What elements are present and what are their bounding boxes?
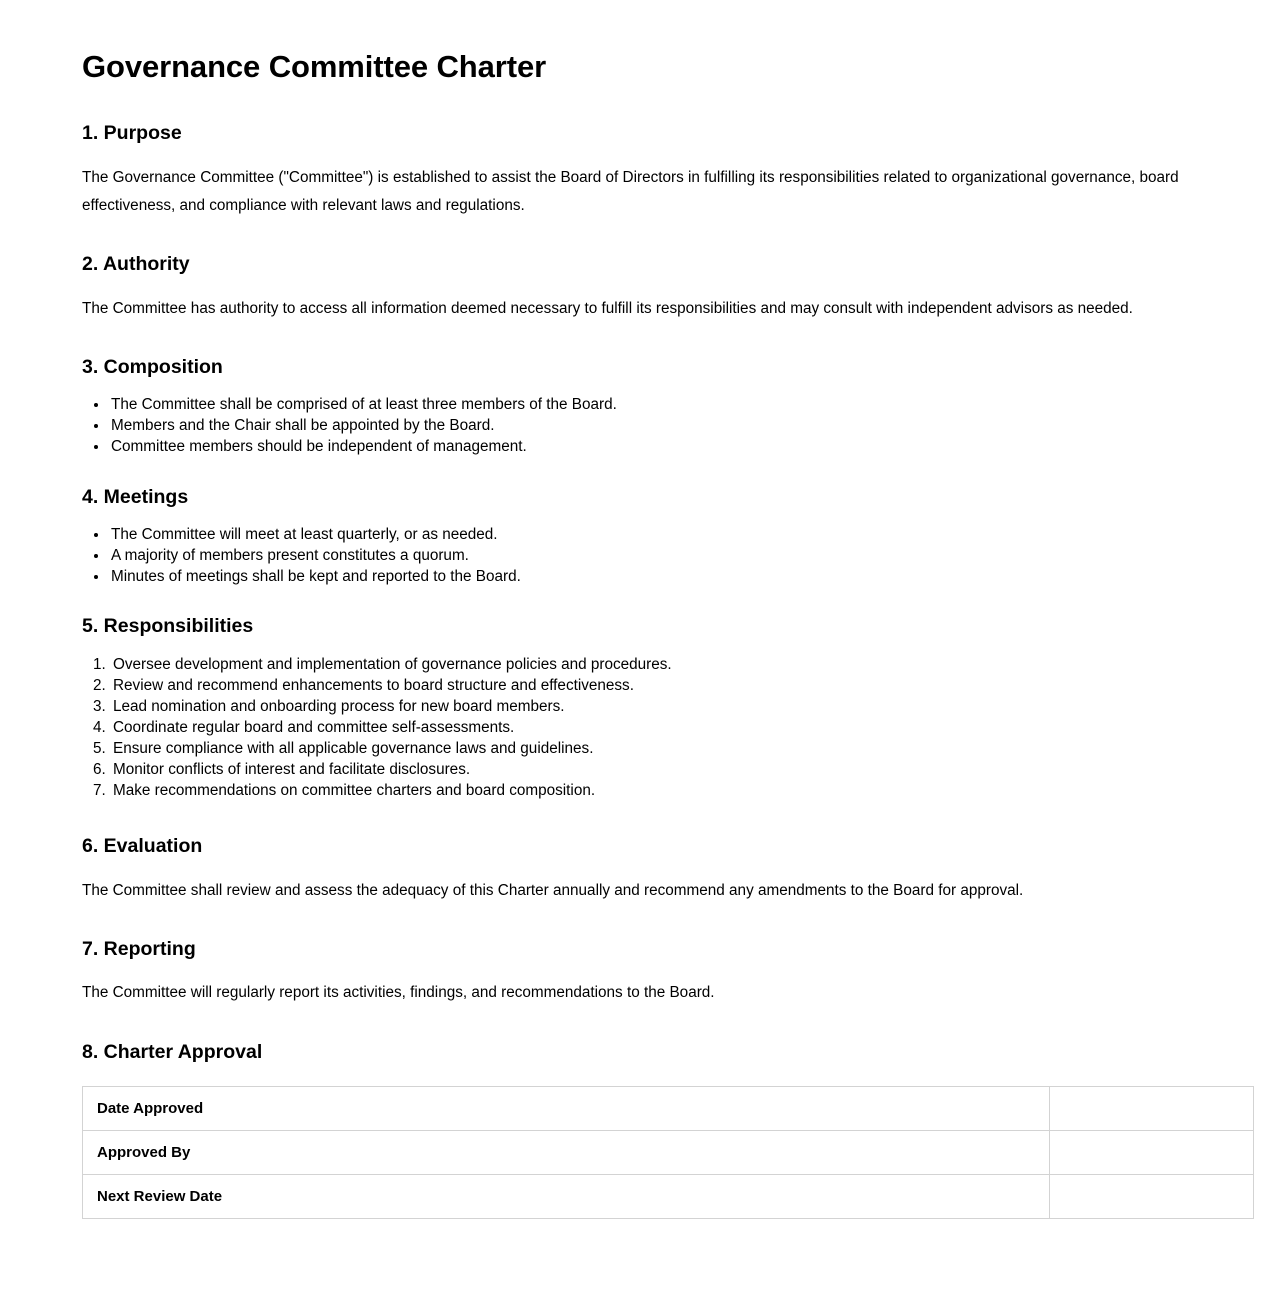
section-meetings bbox=[82, 485, 1196, 587]
section-heading-composition: 3. Composition bbox=[82, 355, 223, 378]
list-item: • A majority of members present constitutes a quorum. bbox=[109, 546, 1196, 565]
section-reporting bbox=[82, 937, 1196, 1008]
section-heading-responsibilities: 5. Responsibilities bbox=[82, 615, 254, 638]
list-item: • Minutes of meetings shall be kept and reported to the Board. bbox=[109, 567, 1196, 586]
table-cell-value[interactable] bbox=[1050, 1087, 1254, 1131]
spacer bbox=[82, 459, 1196, 485]
list-item: 7. Make recommendations on committee charters and board composition. bbox=[110, 781, 1196, 800]
section-heading-authority: 2. Authority bbox=[82, 253, 190, 276]
spacer bbox=[82, 1064, 1196, 1086]
section-body-purpose: The Governance Committee ("Committee") is established to assist the Board of Directors in fulfilling its responsibilities related to organizational governance, board effectiveness, and compliance with relevant laws and regulations. bbox=[82, 168, 1179, 214]
composition-list bbox=[82, 395, 1196, 456]
table-cell-value[interactable] bbox=[1050, 1175, 1254, 1219]
spacer bbox=[82, 961, 1196, 979]
table-row bbox=[83, 1087, 1254, 1131]
section-heading-meetings: 4. Meetings bbox=[82, 485, 189, 508]
spacer bbox=[82, 905, 1196, 937]
page-title: Governance Committee Charter bbox=[82, 49, 547, 84]
list-item: 4. Coordinate regular board and committee self-assessments. bbox=[110, 718, 1196, 737]
section-composition bbox=[82, 355, 1196, 457]
section-body-reporting: The Committee will regularly report its activities, findings, and recommendations to the Board. bbox=[82, 984, 715, 1002]
table-cell-label: Next Review Date bbox=[83, 1175, 1050, 1219]
section-purpose bbox=[82, 121, 1196, 220]
spacer bbox=[82, 859, 1196, 877]
responsibilities-list bbox=[82, 655, 1196, 801]
section-body-evaluation: The Committee shall review and assess the adequacy of this Charter annually and recommend any amendments to the Board for approval. bbox=[82, 881, 1024, 899]
section-heading-charter-approval: 8. Charter Approval bbox=[82, 1040, 263, 1063]
spacer bbox=[82, 277, 1196, 295]
list-item: 6. Monitor conflicts of interest and facilitate disclosures. bbox=[110, 760, 1196, 779]
section-charter-approval bbox=[82, 1040, 1196, 1219]
table-row bbox=[83, 1175, 1254, 1219]
spacer bbox=[82, 639, 1196, 655]
list-item: • The Committee shall be comprised of at least three members of the Board. bbox=[109, 395, 1196, 414]
section-heading-reporting: 7. Reporting bbox=[82, 938, 196, 961]
table-cell-value[interactable] bbox=[1050, 1131, 1254, 1175]
list-item: 5. Ensure compliance with all applicable governance laws and guidelines. bbox=[110, 739, 1196, 758]
spacer bbox=[82, 146, 1196, 164]
section-evaluation bbox=[82, 834, 1196, 905]
section-heading-evaluation: 6. Evaluation bbox=[82, 835, 203, 858]
list-item: • Members and the Chair shall be appointed by the Board. bbox=[109, 416, 1196, 435]
section-heading-purpose: 1. Purpose bbox=[82, 122, 182, 145]
spacer bbox=[82, 509, 1196, 525]
list-item: 3. Lead nomination and onboarding process for new board members. bbox=[110, 697, 1196, 716]
section-body-authority: The Committee has authority to access all information deemed necessary to fulfill its responsibilities and may consult with independent advisors as needed. bbox=[82, 299, 1133, 317]
section-authority bbox=[82, 252, 1196, 323]
spacer bbox=[82, 379, 1196, 395]
table-row bbox=[83, 1131, 1254, 1175]
table-cell-label: Date Approved bbox=[83, 1087, 1050, 1131]
list-item: • Committee members should be independent of management. bbox=[109, 437, 1196, 456]
list-item: • The Committee will meet at least quarterly, or as needed. bbox=[109, 525, 1196, 544]
spacer bbox=[82, 1008, 1196, 1040]
table-cell-label: Approved By bbox=[83, 1131, 1050, 1175]
list-item: 1. Oversee development and implementation of governance policies and procedures. bbox=[110, 655, 1196, 674]
spacer bbox=[82, 220, 1196, 252]
list-item: 2. Review and recommend enhancements to board structure and effectiveness. bbox=[110, 676, 1196, 695]
spacer bbox=[82, 802, 1196, 834]
section-responsibilities bbox=[82, 614, 1196, 800]
spacer bbox=[82, 588, 1196, 614]
meetings-list bbox=[82, 525, 1196, 586]
spacer bbox=[82, 85, 1196, 121]
charter-approval-table bbox=[82, 1086, 1254, 1219]
spacer bbox=[82, 323, 1196, 355]
